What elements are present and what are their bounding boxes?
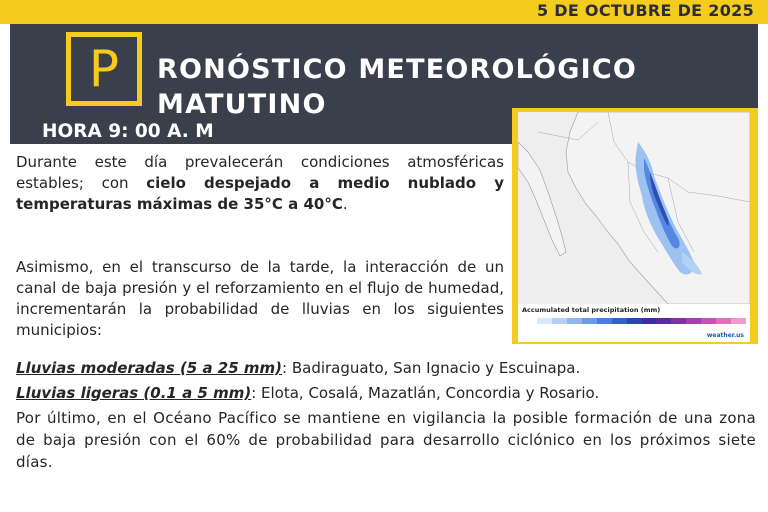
rain-moderate-line xyxy=(16,359,580,377)
map-brand: weather.us xyxy=(706,332,744,339)
legend-swatch xyxy=(642,318,657,324)
paragraph1-text: Durante este día prevalecerán condiciones atmosféricas estables; con xyxy=(16,153,504,192)
hour-label: HORA 9: 00 A. M xyxy=(42,121,214,142)
rain-light-label: Lluvias ligeras (0.1 a 5 mm) xyxy=(16,384,252,402)
rain-moderate-municipalities: : Badiraguato, San Ignacio y Escuinapa. xyxy=(282,359,581,377)
page-title-line1: RONÓSTICO METEOROLÓGICO xyxy=(157,54,638,85)
rain-light-line xyxy=(16,384,599,402)
map-legend xyxy=(522,318,746,324)
legend-swatch xyxy=(597,318,612,324)
legend-swatch xyxy=(701,318,716,324)
rain-light-municipalities: : Elota, Cosalá, Mazatlán, Concordia y Rosario. xyxy=(251,384,600,402)
legend-swatch xyxy=(656,318,671,324)
legend-swatch xyxy=(627,318,642,324)
page-title-line2: MATUTINO xyxy=(157,89,327,120)
legend-swatch xyxy=(567,318,582,324)
date-label: 5 DE OCTUBRE DE 2025 xyxy=(536,1,754,20)
legend-swatch xyxy=(552,318,567,324)
legend-swatch xyxy=(716,318,731,324)
paragraph-pacific: Por último, en el Océano Pacífico se mantiene en vigilancia la posible formación de una zona de baja presión con el 60% de probabilidad para desarrollo ciclónico en los próximos siete días. xyxy=(16,409,756,471)
map-title: Accumulated total precipitation (mm) xyxy=(522,306,661,314)
legend-swatch xyxy=(671,318,686,324)
date-bar xyxy=(0,0,768,24)
legend-swatch xyxy=(686,318,701,324)
paragraph1-bold: cielo despejado a medio nublado y temperaturas máximas de 35°C a 40°C xyxy=(16,174,504,213)
legend-swatch xyxy=(537,318,552,324)
logo-box xyxy=(66,32,142,106)
legend-swatch xyxy=(612,318,627,324)
legend-swatch xyxy=(731,318,746,324)
paragraph-afternoon: Asimismo, en el transcurso de la tarde, la interacción de un canal de baja presión y el reforzamiento en el flujo de humedad, incrementarán la probabilidad de lluvias en los siguientes municipios: xyxy=(16,258,504,339)
precipitation-map xyxy=(518,112,750,342)
rain-moderate-label: Lluvias moderadas (5 a 25 mm) xyxy=(16,359,283,377)
paragraph1-end: . xyxy=(342,195,348,213)
logo-letter: P xyxy=(88,40,120,98)
paragraph-conditions xyxy=(16,152,504,215)
legend-swatch xyxy=(522,318,537,324)
legend-swatch xyxy=(582,318,597,324)
